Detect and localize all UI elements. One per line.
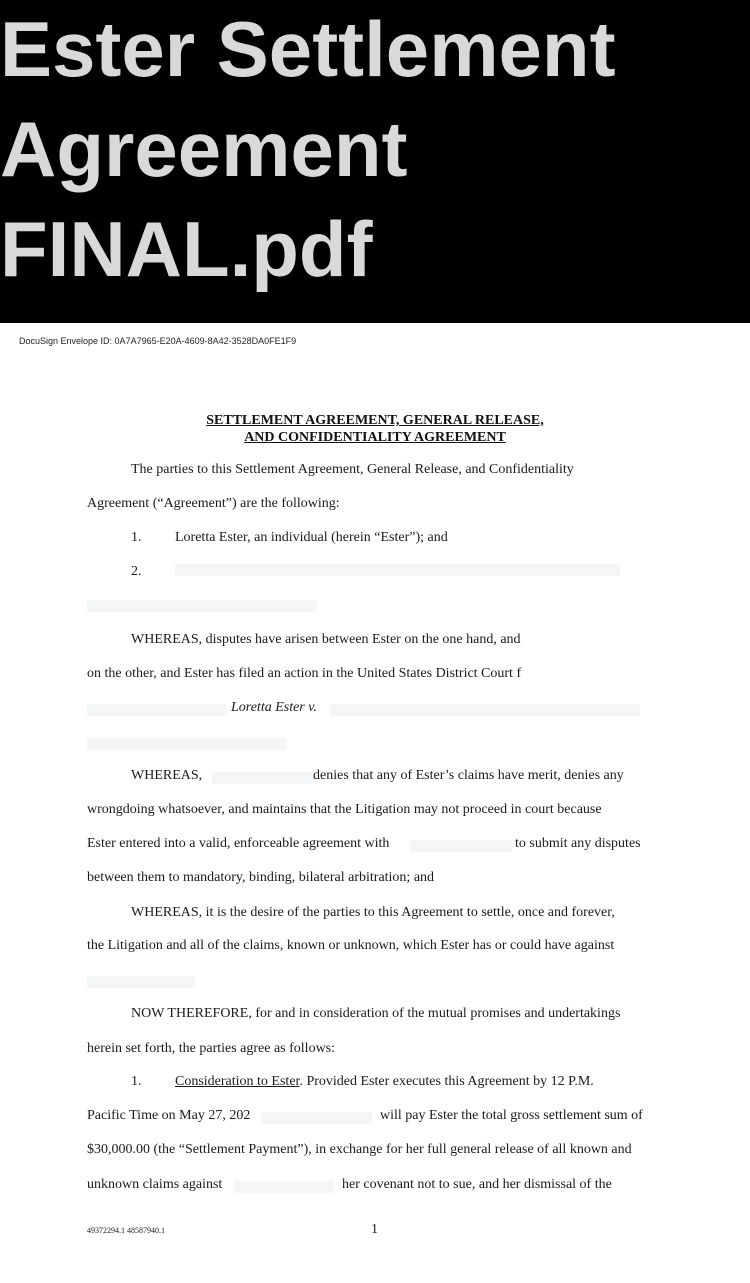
whereas-3-line-2: the Litigation and all of the claims, known or unknown, which Ester has or could have against	[87, 938, 615, 953]
section-1-heading: Consideration to Ester	[175, 1074, 300, 1089]
section-1-line-4a: unknown claims against	[87, 1177, 223, 1192]
document-title-line-1: SETTLEMENT AGREEMENT, GENERAL RELEASE,	[206, 413, 544, 428]
party-1-text: Loretta Ester, an individual (herein “Ester”); and	[175, 530, 448, 545]
filename-line-2: Agreement	[0, 105, 408, 193]
section-1-line-4b: her covenant not to sue, and her dismissal of the	[342, 1177, 612, 1192]
section-1-line-2a: Pacific Time on May 27, 202	[87, 1108, 251, 1123]
party-2-redacted-cont	[87, 600, 317, 612]
section-1-number: 1.	[131, 1074, 142, 1089]
section-1-line-1-rest: . Provided Ester executes this Agreement by 12 P.M.	[299, 1074, 594, 1089]
whereas-1-redacted-b	[330, 704, 640, 716]
footer-document-id: 49372294.1 48587940.1	[87, 1226, 165, 1235]
section-1-redacted-b	[234, 1181, 334, 1193]
whereas-2-redacted-b	[410, 840, 512, 852]
whereas-3-line-1: WHEREAS, it is the desire of the parties to this Agreement to settle, once and forever,	[131, 905, 615, 920]
section-1-line-3: $30,000.00 (the “Settlement Payment”), in exchange for her full general release of all known and	[87, 1142, 632, 1157]
whereas-1-line-2: on the other, and Ester has filed an action in the United States District Court f	[87, 666, 522, 681]
whereas-1-redacted-c	[87, 738, 287, 750]
intro-line-2: Agreement (“Agreement”) are the following:	[87, 496, 340, 511]
whereas-1-line-1: WHEREAS, disputes have arisen between Ester on the one hand, and	[131, 632, 521, 647]
docusign-envelope-id: DocuSign Envelope ID: 0A7A7965-E20A-4609-8A42-3528DA0FE1F9	[19, 336, 297, 346]
filename-line-1: Ester Settlement	[0, 5, 616, 93]
section-1-redacted-a	[262, 1112, 372, 1124]
filename-header	[0, 0, 750, 323]
whereas-2-line-4: between them to mandatory, binding, bilateral arbitration; and	[87, 870, 435, 885]
filename-line-3: FINAL.pdf	[0, 205, 373, 293]
section-1-line-2b: will pay Ester the total gross settlement sum of	[380, 1108, 643, 1123]
party-2-redacted	[175, 564, 620, 576]
party-1-number: 1.	[131, 530, 142, 545]
whereas-1-redacted-a	[87, 704, 227, 716]
whereas-2-line-3b: to submit any disputes	[515, 836, 641, 851]
page-number: 1	[371, 1222, 378, 1237]
whereas-2-line-1b: denies that any of Ester’s claims have merit, denies any	[313, 768, 624, 783]
whereas-2-line-1a: WHEREAS,	[131, 768, 203, 783]
document-title-line-2: AND CONFIDENTIALITY AGREEMENT	[244, 430, 506, 445]
whereas-2-line-3a: Ester entered into a valid, enforceable agreement with	[87, 836, 390, 851]
section-1-line-1	[175, 1074, 594, 1090]
party-2-number: 2.	[131, 564, 142, 579]
now-therefore-line-1: NOW THEREFORE, for and in consideration of the mutual promises and undertakings	[131, 1006, 621, 1021]
whereas-1-case-name: Loretta Ester v.	[231, 700, 317, 715]
intro-line-1: The parties to this Settlement Agreement, General Release, and Confidentiality	[131, 462, 574, 477]
whereas-2-redacted-a	[212, 772, 312, 784]
whereas-3-redacted	[87, 976, 195, 988]
now-therefore-line-2: herein set forth, the parties agree as follows:	[87, 1041, 336, 1056]
whereas-2-line-2: wrongdoing whatsoever, and maintains that the Litigation may not proceed in court because	[87, 802, 602, 817]
